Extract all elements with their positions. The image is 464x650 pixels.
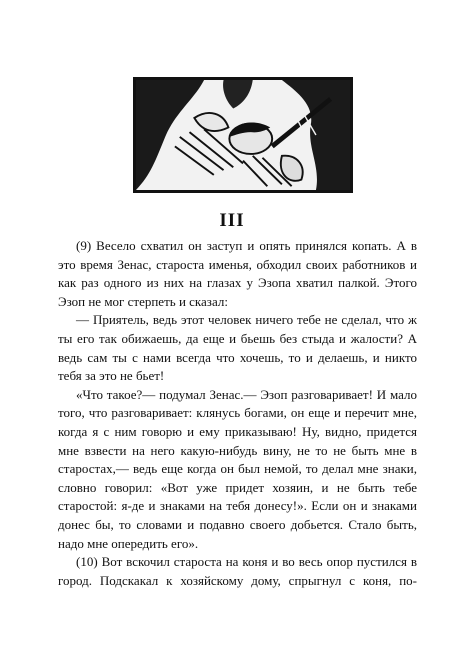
body-text [58,237,417,590]
chapter-heading: III [219,210,245,231]
illustration-drawing [136,80,350,190]
paragraph: (10) Вот вскочил староста на коня и во весь опор пустился в город. Подскакал к хозяйскому дому, спрыгнул с коня, по- [58,554,417,588]
woodcut-illustration-icon [133,77,353,193]
paragraph: «Что такое?— подумал Зенас.— Эзоп разговаривает! И мало того, что разговаривает: клянусь богами, он еще и перечит мне, когда я с ним говорю и ему приказываю! Ну, видно, придется мне взвести на него какую-нибудь вину, не то не быть мне в старостах,— ведь еще когда он был немой, то делал мне знаки, словно говорил: «Вот уже придет хозяин, и не быть тебе старостой: я-де и знаками на тебя донесу!». Если он и знаками донес бы, то словами и подавно своего добьется. Стало быть, надо мне опередить его». [58,386,417,551]
paragraph: — Приятель, ведь этот человек ничего тебе не сделал, что ж ты его так обижаешь, да еще и бьешь без стыда и жалости? А ведь сам ты с нами всегда что хочешь, то и делаешь, и никто тебя за это не бьет! [58,312,417,384]
paragraph: (9) Весело схватил он заступ и опять принялся копать. А в это время Зенас, староста именья, обходил своих работников и как раз одного из них на глазах у Эзопа хватил палкой. Этого Эзоп не мог стерпеть и сказал: [58,238,417,309]
